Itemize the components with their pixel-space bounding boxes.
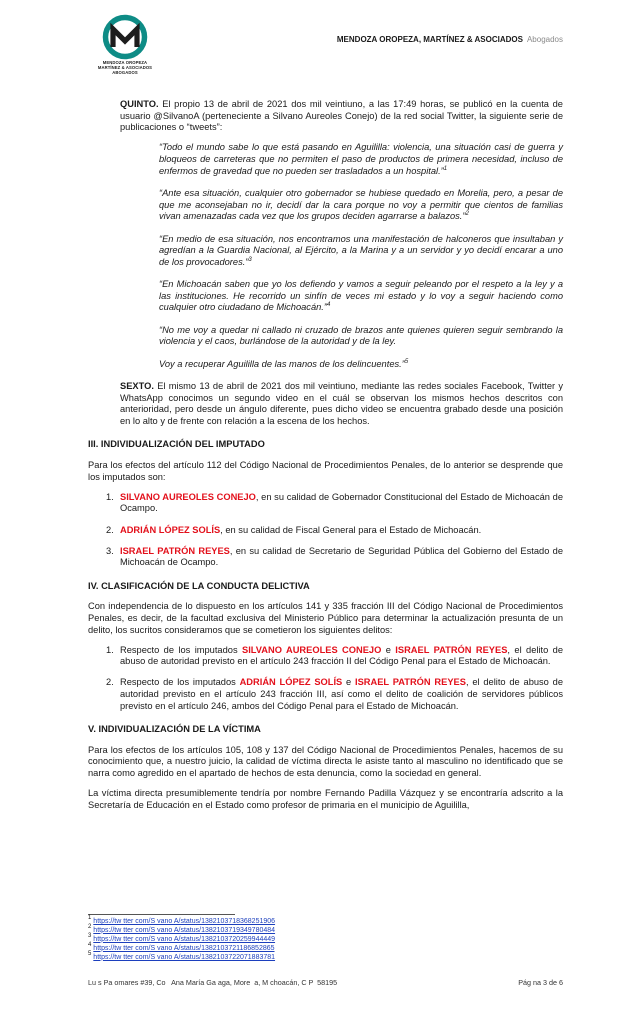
logo-m-icon (102, 14, 148, 60)
section5-paragraph-2: La víctima directa presumiblemente tendría por nombre Fernando Padilla Vázquez y se encontraría adscrito a la Secretaría de Educación en el Estado como profesor de primaria en el municipio de Aguililla, (88, 788, 563, 810)
footnote-number: 5 (88, 950, 92, 957)
quote-3 (88, 234, 563, 269)
footnote-number: 2 (88, 923, 92, 930)
list-item (88, 645, 563, 668)
sexto-label: SEXTO. (120, 381, 154, 392)
footnote-ref[interactable]: 4 (326, 302, 331, 309)
quote-1 (88, 142, 563, 177)
imputado-name: ISRAEL PATRÓN REYES (395, 644, 508, 655)
imputado-name: ISRAEL PATRÓN REYES (355, 677, 466, 688)
item-text: , el delito de abuso de autoridad previsto en el artículo 243 fracción III, así como el delito de coalición de servidores públicos previsto en el artículo 246, ambos del Código Penal para el Estado de Michoacán. (120, 677, 563, 711)
quote-5 (88, 325, 563, 348)
quote-6 (88, 359, 563, 371)
quote-text: “En medio de esa situación, nos encontramos una manifestación de halconeros que insultaban y agredían a la Guardia Nacional, al Ejército, a la Marina y a un servidor y yo decidí encarar a uno de los provocadores.” (159, 233, 563, 267)
section5-paragraph-1: Para los efectos de los artículos 105, 108 y 137 del Código Nacional de Procedimientos Penales, hacemos de su conocimiento que, a nuestro juicio, la calidad de víctima directa le asiste tanto al masculino no identificado que se narra como agredido en el apartado de hechos de esta denuncia, como la sociedad en general. (88, 744, 563, 778)
item-text: e (381, 644, 396, 655)
footnote-link[interactable]: https://tw tter com/S vano A/status/1382103720259944449 (93, 935, 276, 943)
footnote (88, 950, 276, 963)
paragraph-sexto (88, 381, 563, 427)
footnote-number: 3 (88, 932, 92, 939)
footer-address: Lu s Pa omares #39, Co Ana María Ga aga, More a, M choacán, C P 58195 (88, 978, 338, 987)
footnotes (88, 915, 276, 963)
imputado-role: , en su calidad de Secretario de Seguridad Pública del Gobierno del Estado de Michoacán de Ocampo. (120, 545, 563, 568)
imputado-name: ADRIÁN LÓPEZ SOLÍS (239, 677, 343, 688)
logo-text: MENDOZA OROPEZA MARTÍNEZ & ASOCIADOS ABOGADOS (97, 60, 153, 75)
footnote (88, 941, 275, 954)
section-title-clasificacion: IV. CLASIFICACIÓN DE LA CONDUCTA DELICTIVA (88, 580, 310, 591)
imputado-name: SILVANO AUREOLES CONEJO (120, 491, 256, 502)
quinto-label: QUINTO. (120, 99, 159, 109)
item-text: e (342, 677, 356, 688)
footnote-link[interactable]: https://tw tter com/S vano A/status/1382103719349780484 (93, 926, 276, 934)
footnote-ref[interactable]: 3 (248, 256, 252, 263)
page-number: Pág na 3 de 6 (518, 978, 563, 987)
item-text: Respecto de los imputados (120, 644, 242, 655)
imputado-name: ISRAEL PATRÓN REYES (120, 545, 230, 556)
quote-text: Voy a recuperar Aguililla de las manos de los delincuentes.” (159, 358, 405, 369)
section-title-imputado: III. INDIVIDUALIZACIÓN DEL IMPUTADO (88, 439, 265, 450)
footnote-number: 1 (88, 915, 92, 921)
footnote (88, 923, 276, 936)
sexto-text: El mismo 13 de abril de 2021 dos mil veintiuno, mediante las redes sociales Facebook, Twitter y WhatsApp conocimos un segundo video en el cuál se observan los mismos hechos descritos con anterioridad, pero desde un ángulo diferente, pues dicho video se encuentra grabado desde una posición en lo alto y de frente con relación a la escena de los hechos. (120, 381, 563, 426)
list-number: 1. (106, 644, 114, 655)
footnote-number: 4 (88, 941, 92, 948)
page-footer (88, 978, 563, 987)
item-text: Respecto de los imputados (120, 677, 240, 688)
footnote-ref[interactable]: 1 (443, 165, 448, 172)
document-body (88, 99, 563, 820)
list-item (88, 492, 563, 515)
list-item (88, 546, 563, 569)
footnote-link[interactable]: https://tw tter com/S vano A/status/1382103721186852865 (93, 944, 275, 952)
quote-text: “Todo el mundo sabe lo que está pasando en Aguililla: violencia, una situación casi de guerra y bloqueos de carreteras que no permiten el paso de productos de primera necesidad, incluso de enfermos de gravedad que no pueden ser trasladados a un hospital.” (159, 142, 563, 176)
quote-text: “En Michoacán saben que yo los defiendo y vamos a seguir peleando por el respeto a la ley y a las instituciones. He recorrido un sinfín de veces mi estado y lo voy a seguir haciendo como cualquier otro ciudadano de Michoacán.” (159, 279, 563, 313)
imputados-list (88, 492, 563, 569)
section-title-victima: V. INDIVIDUALIZACIÓN DE LA VÍCTIMA (88, 724, 261, 735)
firm-logo (96, 14, 154, 75)
section4-intro: Con independencia de lo dispuesto en los artículos 141 y 335 fracción III del Código Nacional de Procedimientos Penales, es decir, de la facultad exclusiva del Ministerio Público para determinar la actualización presunta de un delito, los sucritos consideramos que se cometieron los siguientes delitos: (88, 601, 563, 635)
footnote-link[interactable]: https://tw tter com/S vano A/status/1382103722071883781 (93, 953, 276, 961)
imputado-name: SILVANO AUREOLES CONEJO (242, 644, 382, 655)
item-text: , el delito de abuso de autoridad previsto en el artículo 243 fracción II del Código Penal para el Estado de Michoacán. (120, 644, 564, 667)
list-number: 3. (106, 545, 114, 556)
firm-name: MENDOZA OROPEZA, MARTÍNEZ & ASOCIADOS (336, 35, 523, 44)
footnote-link[interactable]: https://tw tter com/S vano A/status/1382103718368251906 (93, 918, 276, 925)
footnote-divider (88, 914, 235, 915)
imputado-name: ADRIÁN LÓPEZ SOLÍS (120, 524, 221, 535)
paragraph-quinto (88, 99, 563, 134)
imputado-role: , en su calidad de Gobernador Constitucional del Estado de Michoacán de Ocampo. (120, 491, 563, 514)
quote-4 (88, 279, 563, 314)
firm-suffix: Abogados (526, 35, 563, 44)
list-number: 1. (106, 491, 114, 502)
quote-2 (88, 188, 563, 223)
section3-intro: Para los efectos del artículo 112 del Código Nacional de Procedimientos Penales, de lo anterior se desprende que los imputados son: (88, 460, 563, 482)
quote-text: “Ante esa situación, cualquier otro gobernador se hubiese quedado en Morelia, pero, a pesar de que me aconsejaban no ir, decidí dar la cara porque no voy a permitir que cientos de familias vivan amenazadas cada vez que los grupos deciden agarrarse a balazos.” (159, 187, 563, 222)
delitos-list (88, 645, 563, 712)
footnote-ref[interactable]: 5 (404, 358, 409, 365)
list-number: 2. (106, 677, 114, 688)
imputado-role: , en su calidad de Fiscal General para el Estado de Michoacán. (220, 524, 482, 535)
quote-text: “No me voy a quedar ni callado ni cruzado de brazos ante quienes quieren seguir sembrando la violencia y el caos, burlándose de la autoridad y de la ley. (159, 324, 563, 347)
list-item (88, 525, 563, 537)
firm-header (337, 35, 563, 44)
list-item (88, 677, 563, 712)
footnote (88, 932, 276, 945)
list-number: 2. (106, 524, 114, 535)
footnote (88, 915, 276, 927)
footnote-ref[interactable]: 2 (465, 211, 469, 218)
quinto-text: El propio 13 de abril de 2021 dos mil veintiuno, a las 17:49 horas, se publicó en la cuenta de usuario @SilvanoA (perteneciente a Silvano Aureoles Conejo) de la red social Twitter, la siguiente serie de publicaciones o “tweets”: (120, 99, 563, 133)
